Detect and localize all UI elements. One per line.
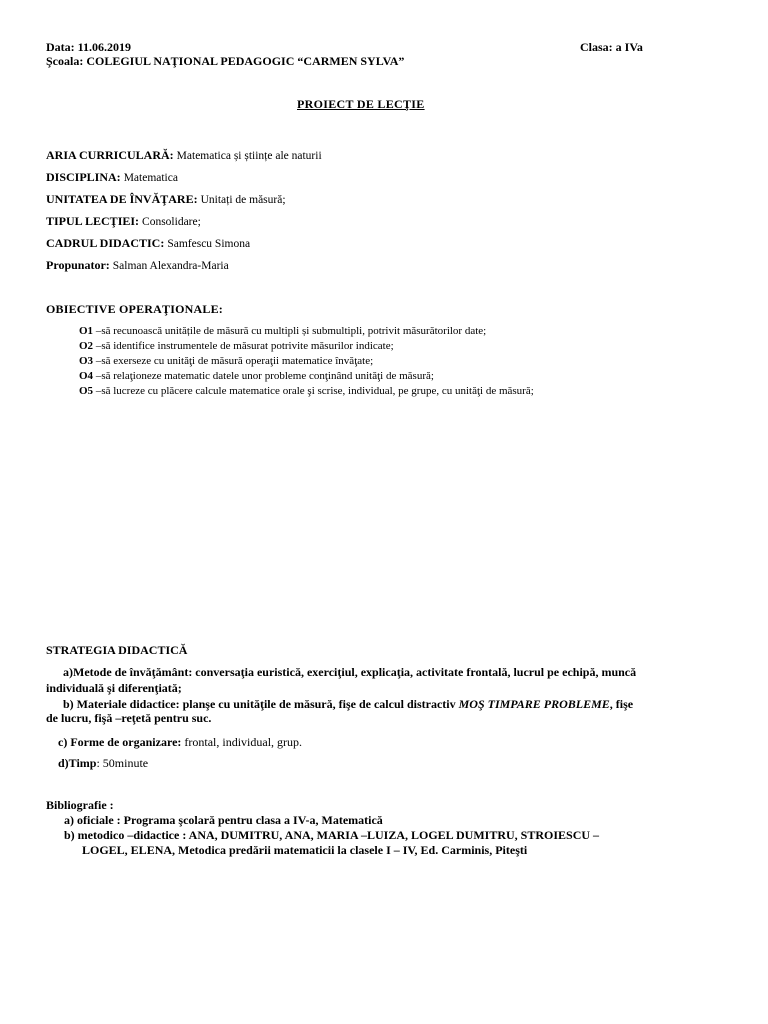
forms-label: c) Forme de organizare: xyxy=(58,735,182,749)
objective-text: –să exerseze cu unităţi de măsură operaţii matematice învăţate; xyxy=(93,355,374,367)
field-value: Matematica și științe ale naturii xyxy=(176,150,322,162)
materials-text: b) Materiale didactice: planşe cu unităţile de măsură, fişe de calcul distractiv xyxy=(63,697,459,711)
objective-item xyxy=(79,369,434,384)
strategy-materials-line2: de lucru, fişă –reţetă pentru suc. xyxy=(46,711,212,725)
objective-item xyxy=(79,339,394,354)
field-value: Matematica xyxy=(123,172,178,184)
class-line: Clasa: a IVa xyxy=(580,40,643,54)
strategy-forms xyxy=(58,734,302,750)
materials-italic-title: MOŞ TIMPARE PROBLEME xyxy=(458,697,610,711)
objective-code: O1 xyxy=(79,325,94,337)
materials-text-end: , fişe xyxy=(609,697,634,711)
field-value: Samfescu Simona xyxy=(167,238,251,250)
strategy-heading: STRATEGIA DIDACTICĂ xyxy=(46,643,188,657)
time-label: d)Timp xyxy=(58,756,97,770)
objective-code: O2 xyxy=(79,340,94,352)
objective-item xyxy=(79,324,486,339)
field-aria-curriculara xyxy=(46,148,322,163)
objective-text: –să lucreze cu plăcere calcule matematice orale şi scrise, individual, pe grupe, cu unităţi de măsură; xyxy=(93,385,534,397)
objective-item xyxy=(79,384,534,399)
page-title: PROIECT DE LECŢIE xyxy=(297,97,425,111)
field-label: DISCIPLINA: xyxy=(46,170,121,184)
objective-code: O5 xyxy=(79,385,94,397)
objective-code: O4 xyxy=(79,370,94,382)
field-disciplina xyxy=(46,170,178,185)
objective-code: O3 xyxy=(79,355,94,367)
field-label: UNITATEA DE ÎNVĂŢARE: xyxy=(46,192,198,206)
strategy-time xyxy=(58,755,148,771)
field-value: Consolidare; xyxy=(142,216,201,228)
bibliography-item-b-line2: LOGEL, ELENA, Metodica predării matematicii la clasele I – IV, Ed. Carminis, Piteşti xyxy=(82,843,528,857)
field-cadrul-didactic xyxy=(46,236,250,251)
objective-text: –să recunoască unitățile de măsură cu multipli și submultipli, potrivit măsurătorilor date; xyxy=(93,325,487,337)
time-value: : 50minute xyxy=(96,756,149,770)
field-unitatea-de-invatare xyxy=(46,192,286,207)
bibliography-item-a: a) oficiale : Programa şcolară pentru clasa a IV-a, Matematică xyxy=(64,813,383,827)
field-propunator xyxy=(46,258,229,273)
field-label: CADRUL DIDACTIC: xyxy=(46,236,165,250)
bibliography-item-b-line1: b) metodico –didactice : ANA, DUMITRU, ANA, MARIA –LUIZA, LOGEL DUMITRU, STROIESCU – xyxy=(64,828,600,842)
field-label: TIPUL LECŢIEI: xyxy=(46,214,140,228)
field-tipul-lectiei xyxy=(46,214,201,229)
field-value: Unitați de măsură; xyxy=(200,194,286,206)
forms-value: frontal, individual, grup. xyxy=(181,735,303,749)
school-line: Şcoala: COLEGIUL NAŢIONAL PEDAGOGIC “CARMEN SYLVA” xyxy=(46,54,405,68)
bibliography-heading: Bibliografie : xyxy=(46,798,114,812)
field-label: ARIA CURRICULARĂ: xyxy=(46,148,174,162)
strategy-methods-line2: individuală şi diferenţiată; xyxy=(46,681,182,695)
objectives-heading: OBIECTIVE OPERAŢIONALE: xyxy=(46,302,223,316)
objective-item xyxy=(79,354,373,369)
field-value: Salman Alexandra-Maria xyxy=(112,260,229,272)
field-label: Propunator: xyxy=(46,258,110,272)
date-line: Data: 11.06.2019 xyxy=(46,40,131,54)
objective-text: –să relaţioneze matematic datele unor probleme conţinând unităţi de măsură; xyxy=(93,370,434,382)
objective-text: –să identifice instrumentele de măsurat potrivite măsurilor indicate; xyxy=(93,340,394,352)
strategy-methods-line1: a)Metode de învăţământ: conversaţia euristică, exerciţiul, explicaţia, activitate frontală, lucrul pe echipă, muncă xyxy=(63,665,637,679)
